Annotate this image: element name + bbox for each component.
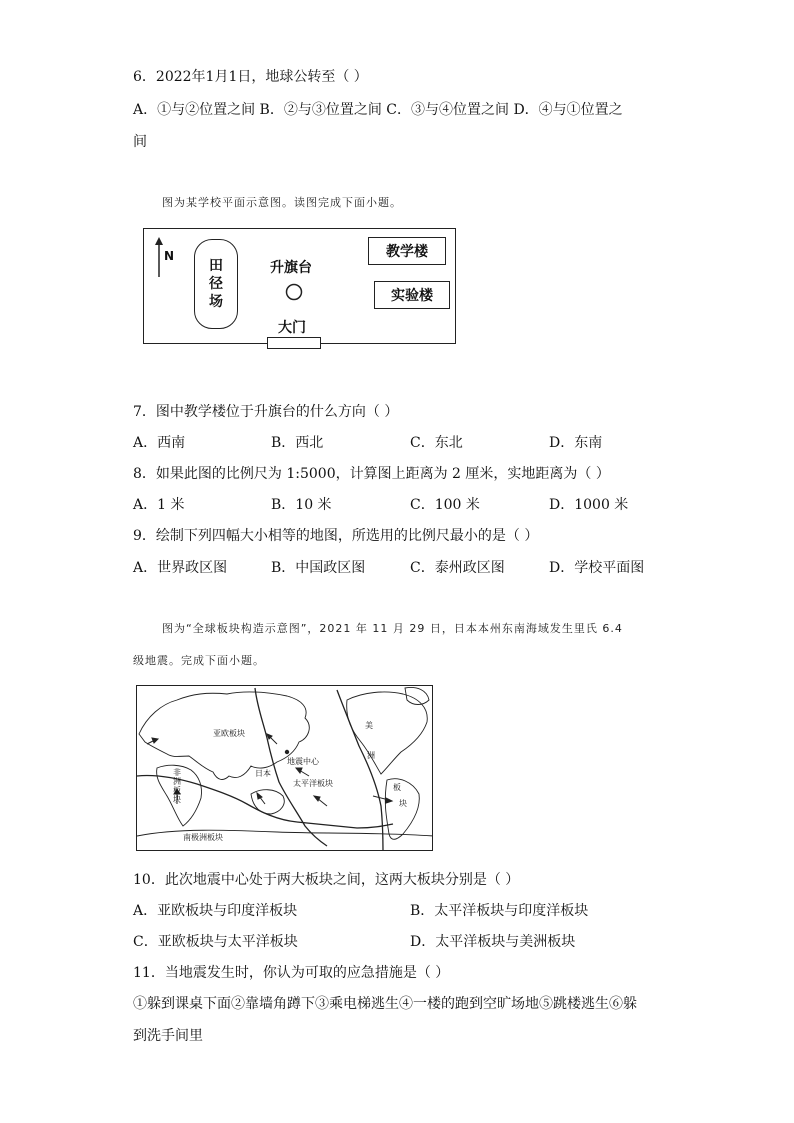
plate-map-intro-line1: 图为“全球板块构造示意图”，2021 年 11 月 29 日，日本本州东南海域发生里氏 6.4	[162, 622, 623, 635]
plate-map-intro-line2: 级地震。完成下面小题。	[133, 654, 265, 667]
label-pacific: 太平洋板块	[293, 779, 333, 788]
q10-option-d: D．太平洋板块与美洲板块	[410, 934, 576, 950]
label-antarctic: 南极洲板块	[183, 833, 223, 842]
q9-option-d: D．学校平面图	[549, 560, 645, 576]
q8-option-b: B．10 米	[271, 497, 332, 513]
africa-char-2: 洲	[173, 777, 181, 786]
q11-choices-line2: 到洗手间里	[133, 1028, 203, 1044]
school-map-intro: 图为某学校平面示意图。读图完成下面小题。	[162, 196, 402, 209]
north-arrow-icon	[154, 237, 164, 277]
field-char-2: 径	[209, 276, 223, 292]
q7-option-c: C．东北	[410, 435, 463, 451]
q10-option-c: C．亚欧板块与太平洋板块	[133, 934, 298, 950]
epicenter-dot-icon	[285, 750, 289, 754]
plate-tectonics-map	[136, 685, 433, 851]
q10-option-b: B．太平洋板块与印度洋板块	[410, 903, 589, 919]
africa-char-1: 非	[173, 768, 181, 777]
label-america-2: 洲	[367, 751, 375, 760]
teaching-building: 教学楼	[368, 237, 446, 265]
q10-option-a: A．亚欧板块与印度洋板块	[133, 903, 298, 919]
q7-stem: 7．图中教学楼位于升旗台的什么方向（ ）	[133, 404, 399, 420]
flag-platform-circle-icon	[285, 283, 303, 301]
track-field	[194, 239, 238, 329]
label-america-4: 块	[399, 799, 407, 808]
q9-option-a: A．世界政区图	[133, 560, 228, 576]
q7-option-d: D．东南	[549, 435, 603, 451]
q8-option-c: C．100 米	[410, 497, 480, 513]
label-america-1: 美	[365, 721, 373, 730]
label-america-3: 板	[393, 783, 401, 792]
q7-option-b: B．西北	[271, 435, 324, 451]
africa-char-3: 板	[173, 786, 181, 795]
label-japan: 日本	[255, 769, 271, 778]
gate-label: 大门	[278, 320, 306, 336]
q6-options: A．①与②位置之间 B．②与③位置之间 C．③与④位置之间 D．④与①位置之	[133, 102, 623, 118]
q9-option-c: C．泰州政区图	[410, 560, 505, 576]
flag-platform-label: 升旗台	[270, 260, 312, 276]
label-eurasia: 亚欧板块	[213, 729, 245, 738]
lab-building: 实验楼	[374, 281, 450, 309]
school-plan-map	[143, 228, 456, 344]
gate-shape	[267, 337, 321, 349]
q11-choices-line1: ①躲到课桌下面②靠墙角蹲下③乘电梯逃生④一楼的跑到空旷场地⑤跳楼逃生⑥躲	[133, 996, 637, 1012]
q9-stem: 9．绘制下列四幅大小相等的地图，所选用的比例尺最小的是（ ）	[133, 528, 539, 544]
field-char-3: 场	[209, 294, 223, 310]
field-char-1: 田	[209, 258, 223, 274]
north-label: N	[164, 249, 175, 263]
africa-char-4: 块	[173, 795, 181, 804]
q6-options-wrap: 间	[133, 134, 147, 150]
q7-option-a: A．西南	[133, 435, 186, 451]
label-africa	[173, 768, 183, 804]
label-epicenter: 地震中心	[287, 757, 319, 766]
q8-option-d: D．1000 米	[549, 497, 629, 513]
q9-option-b: B．中国政区图	[271, 560, 366, 576]
q8-option-a: A．1 米	[133, 497, 185, 513]
q11-stem: 11．当地震发生时，你认为可取的应急措施是（ ）	[133, 965, 450, 981]
q8-stem: 8．如果此图的比例尺为 1:5000，计算图上距离为 2 厘米，实地距离为（ ）	[133, 466, 610, 482]
q10-stem: 10．此次地震中心处于两大板块之间，这两大板块分别是（ ）	[133, 872, 520, 888]
q6-stem: 6．2022年1月1日，地球公转至（ ）	[133, 69, 368, 85]
